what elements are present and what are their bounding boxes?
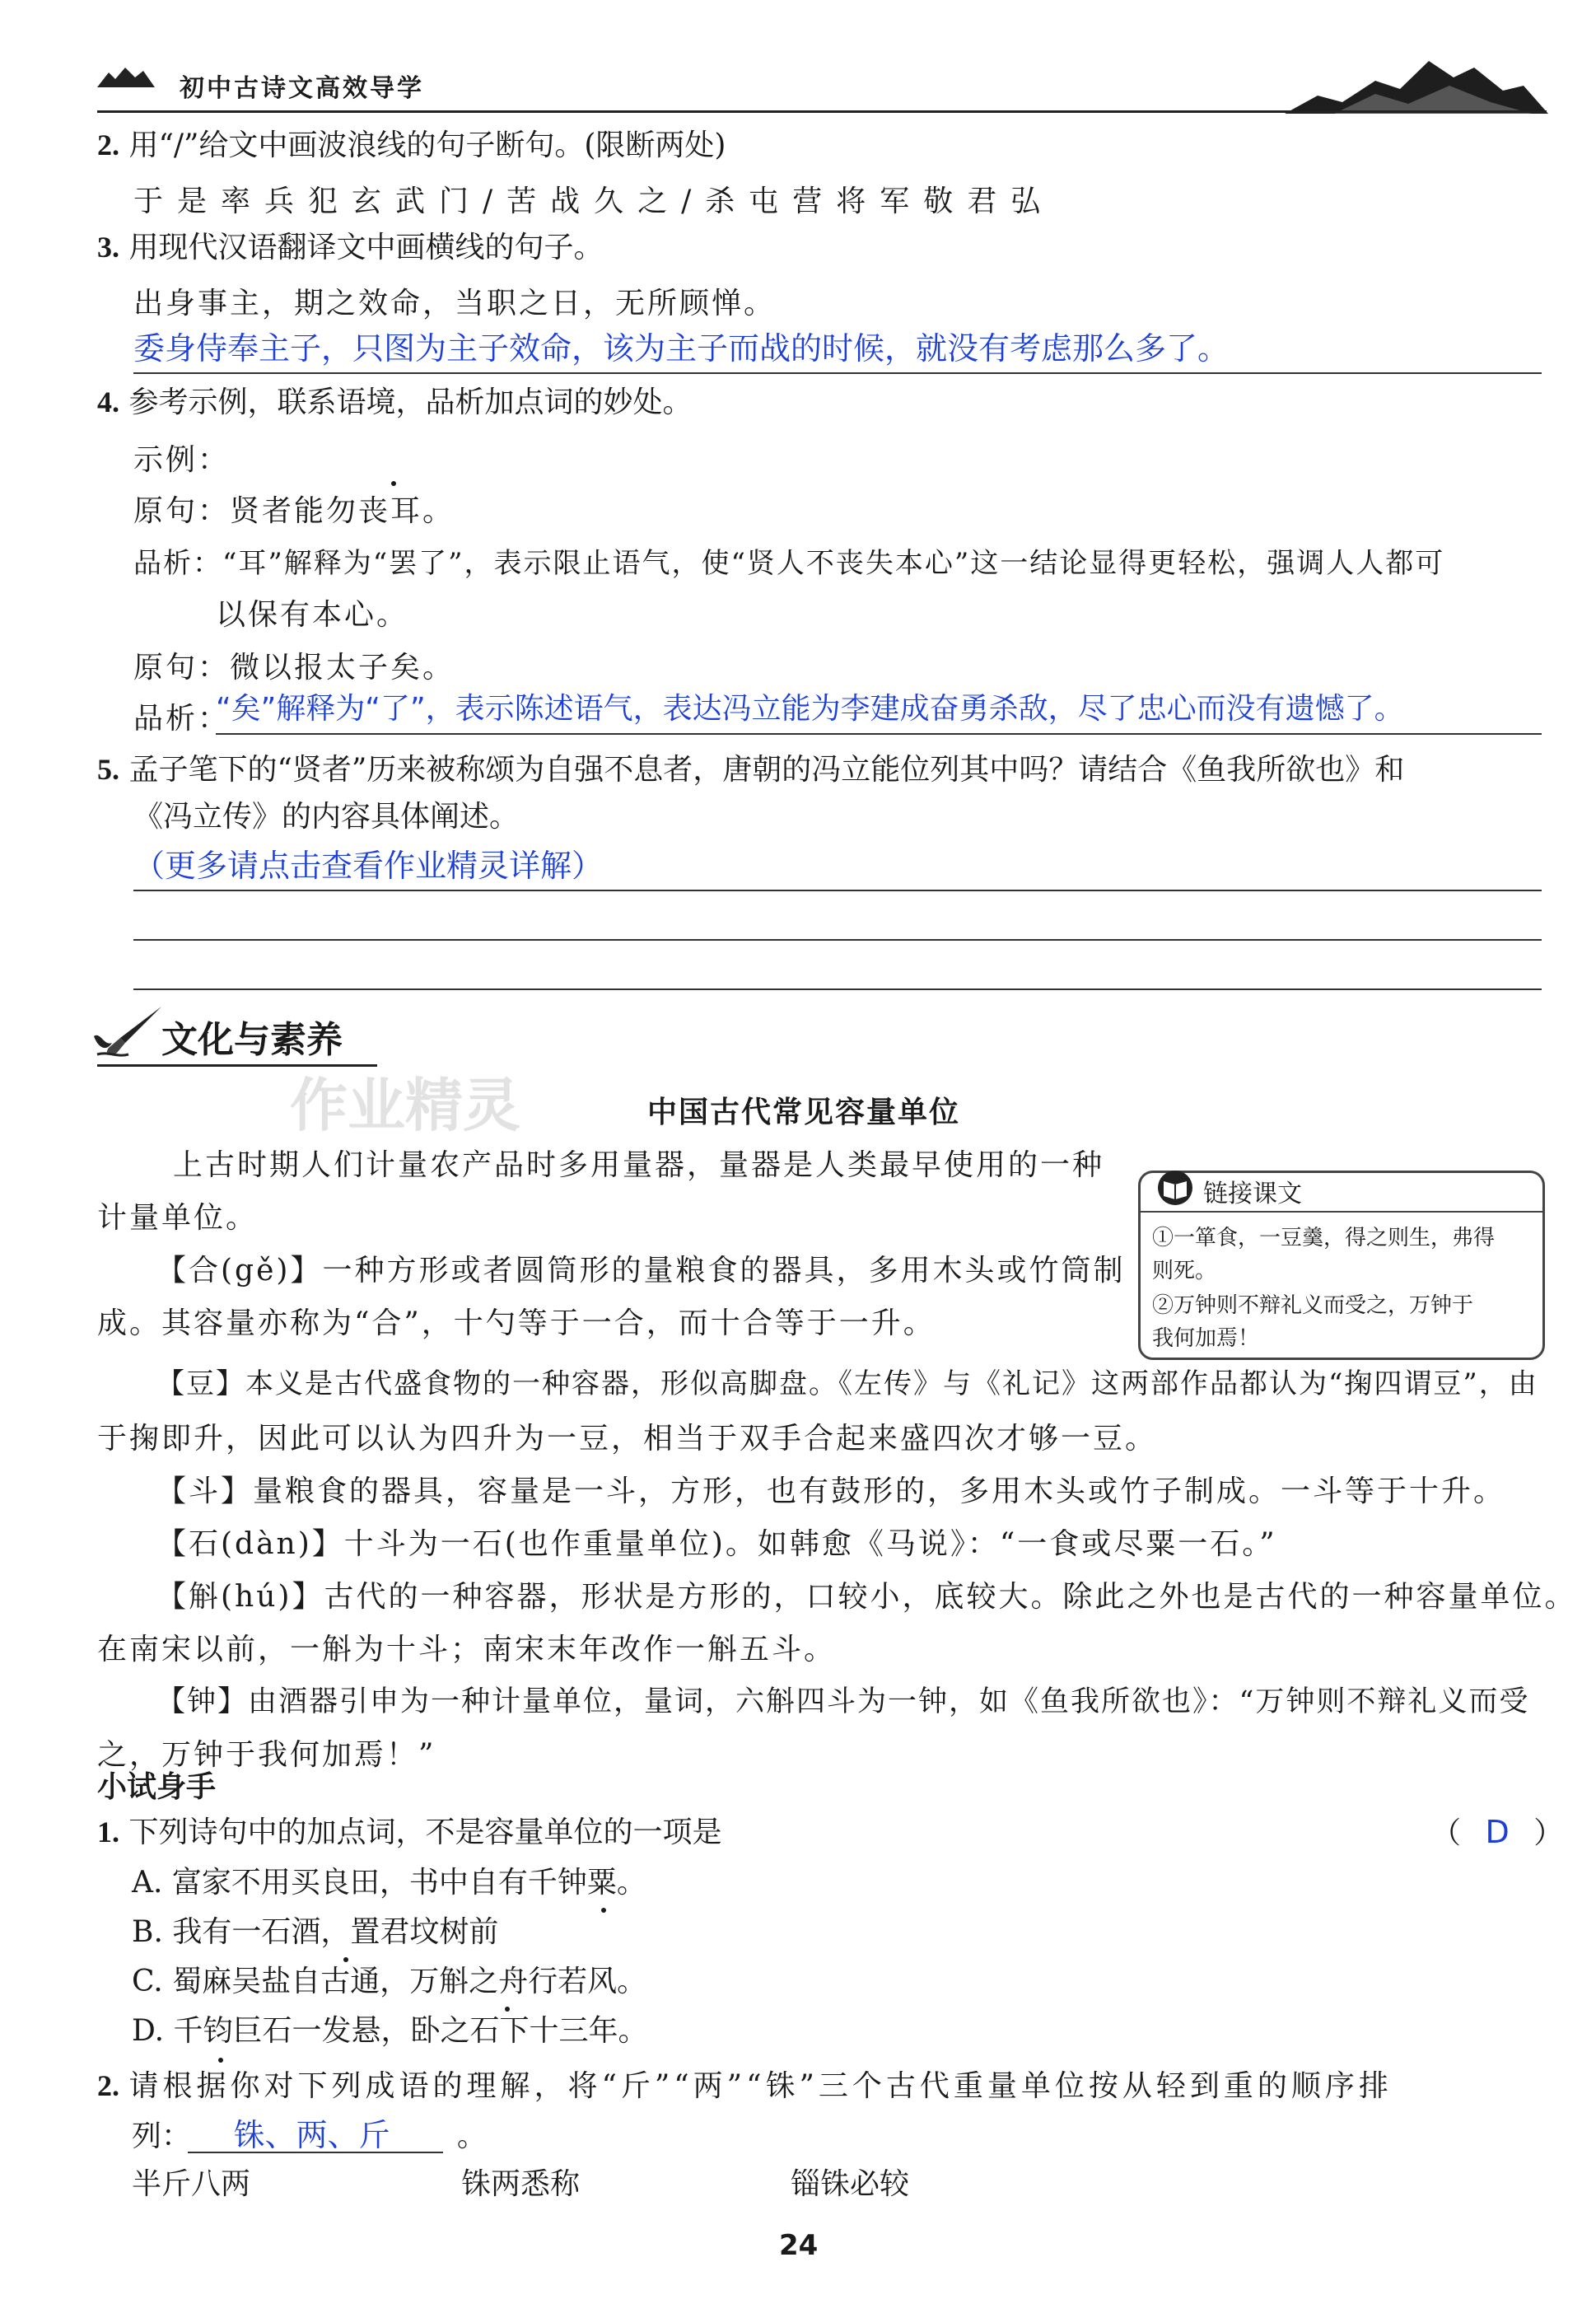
- bracket-close: ）: [1533, 1816, 1564, 1850]
- question-prompt: 用“/”给文中画波浪线的句子断句。(限断两处): [128, 129, 726, 162]
- page-number: 24: [779, 2229, 819, 2262]
- bracket-open: （: [1431, 1816, 1462, 1850]
- entry-shi: 【石(dàn)】十斗为一石(也作重量单位)。如韩愈《马说》：“一食或尽粟一石。”: [156, 1527, 1277, 1561]
- question-5-line-2: 《冯立传》的内容具体阐述。: [133, 800, 520, 834]
- question-prompt: 孟子笔下的“贤者”历来被称颂为自强不息者，唐朝的冯立能位列其中吗？请结合《鱼我所欲也》和: [128, 753, 1405, 787]
- answer-text: 铢、两、斤: [233, 2117, 390, 2153]
- answer-link[interactable]: （更多请点击查看作业精灵详解）: [133, 848, 604, 884]
- book-icon: [1155, 1170, 1195, 1206]
- option-d: D. 千钧巨石一发悬，卧之石下十三年。: [132, 2014, 648, 2048]
- entry-hu-line-2: 在南宋以前，一斛为十斗；南宋末年改作一斛五斗。: [97, 1633, 837, 1666]
- answer-line: [133, 372, 1542, 374]
- sentence-end: 。: [456, 2119, 487, 2153]
- practice-question-2: [97, 2066, 1393, 2106]
- question-2: [97, 125, 726, 166]
- answer-text: “矣”解释为“了”，表示陈述语气，表达冯立能为李建成奋勇杀敌，尽了忠心而没有遗憾了。: [216, 692, 1404, 726]
- answer-bracket: [1431, 1812, 1563, 1853]
- entry-zhong-line-1: 【钟】由酒器引申为一种计量单位，量词，六斛四斗为一钟，如《鱼我所欲也》：“万钟则不辩礼义而受: [156, 1685, 1530, 1718]
- answer-line: [216, 733, 1542, 735]
- answer-line: [188, 2152, 443, 2153]
- header-rule: [97, 110, 1547, 113]
- question-prompt: 用现代汉语翻译文中画横线的句子。: [128, 231, 604, 264]
- section-title: 文化与素养: [161, 1019, 343, 1061]
- original-sentence-1: 原句：贤者能勿丧耳。: [133, 494, 455, 528]
- answer-line: [133, 890, 1542, 891]
- question-number: 2.: [97, 2069, 119, 2102]
- question-prompt: 请根据你对下列成语的理解，将“斤”“两”“铢”三个古代重量单位按从轻到重的顺序排: [128, 2069, 1393, 2103]
- entry-he-line-1: 【合(gě)】一种方形或者圆筒形的量粮食的器具，多用木头或竹筒制: [156, 1254, 1126, 1288]
- link-box-line-2: 则死。: [1152, 1259, 1217, 1283]
- emphasis-dot: [218, 2058, 223, 2063]
- idiom-1: 半斤八两: [132, 2167, 251, 2201]
- answer-text: 委身侍奉主子，只图为主子效命，该为主子而战的时候，就没有考虑那么多了。: [133, 330, 1230, 367]
- question-number: 2.: [97, 129, 119, 161]
- option-c: C. 蜀麻吴盐自古通，万斛之舟行若风。: [132, 1965, 647, 1998]
- article-title: 中国古代常见容量单位: [647, 1096, 961, 1129]
- original-sentence-2: 原句：微以报太子矣。: [133, 651, 455, 685]
- practice-question-1: [97, 1812, 721, 1853]
- example-label: 示例：: [133, 443, 231, 477]
- punctuation-sentence: 于是率兵犯玄武门/苦战久之/杀屯营将军敬君弘: [133, 185, 1055, 218]
- practice-heading: 小试身手: [97, 1770, 217, 1804]
- option-a: A. 富家不用买良田，书中自有千钟粟。: [132, 1866, 646, 1900]
- analysis-2-label: 品析：: [133, 702, 231, 736]
- entry-dou-measure: 【斗】量粮食的器具，容量是一斗，方形，也有鼓形的，多用木头或竹子制成。一斗等于十升。: [156, 1474, 1506, 1508]
- link-box-line-1: ①一箪食，一豆羹，得之则生，弗得: [1152, 1226, 1496, 1250]
- question-5-line-1: [97, 750, 1404, 790]
- link-box-title: 链接课文: [1203, 1180, 1302, 1208]
- link-text-box: [1138, 1171, 1545, 1360]
- entry-hu-line-1: 【斛(hú)】古代的一种容器，形状是方形的，口较小，底较大。除此之外也是古代的一种容量单位。: [156, 1580, 1577, 1614]
- watermark: 作业精灵: [290, 1072, 520, 1139]
- emphasis-dot: [391, 481, 396, 486]
- link-box-line-4: 我何加焉！: [1152, 1326, 1260, 1351]
- answer-line: [133, 988, 1542, 990]
- question-4: [97, 382, 692, 423]
- analysis-1-line-1: 品析：“耳”解释为“罢了”，表示限止语气，使“贤人不丧失本心”这一结论显得更轻松，强调人人都可: [133, 547, 1445, 580]
- answer-choice: D: [1485, 1814, 1510, 1850]
- mountain-small-icon: [97, 64, 155, 89]
- emphasis-dot: [601, 1908, 606, 1913]
- article-intro-line-2: 计量单位。: [97, 1201, 259, 1235]
- question-prompt: 参考示例，联系语境，品析加点词的妙处。: [128, 386, 693, 419]
- question-number: 3.: [97, 231, 119, 264]
- brush-icon: [92, 1003, 166, 1061]
- book-title: 初中古诗文高效导学: [180, 74, 424, 103]
- idiom-2: 铢两悉称: [461, 2167, 581, 2201]
- entry-zhong-line-2: 之，万钟于我何加焉！”: [97, 1738, 436, 1772]
- article-intro-line-1: 上古时期人们计量农产品时多用量器，量器是人类最早使用的一种: [173, 1148, 1105, 1182]
- mountain-range-icon: [1285, 53, 1548, 115]
- idiom-3: 锱铢必较: [791, 2167, 910, 2201]
- question-number: 1.: [97, 1816, 119, 1848]
- answer-label: 列：: [132, 2119, 192, 2153]
- question-number: 5.: [97, 753, 119, 786]
- answer-line: [133, 939, 1542, 941]
- link-box-line-3: ②万钟则不辩礼义而受之，万钟于: [1152, 1293, 1474, 1318]
- link-box-divider: [1141, 1211, 1542, 1213]
- question-prompt: 下列诗句中的加点词，不是容量单位的一项是: [128, 1816, 722, 1849]
- translate-sentence: 出身事主，期之效命，当职之日，无所顾惮。: [133, 287, 777, 320]
- option-b: B. 我有一石酒，置君坟树前: [132, 1915, 499, 1949]
- practice-question-2-line-2: [132, 2115, 487, 2157]
- entry-dou-line-1: 【豆】本义是古代盛食物的一种容器，形似高脚盘。《左传》与《礼记》这两部作品都认为“掬四谓豆”，由: [156, 1367, 1538, 1400]
- analysis-1-line-2: 以保有本心。: [216, 598, 409, 632]
- entry-dou-line-2: 于掬即升，因此可以认为四升为一豆，相当于双手合起来盛四次才够一豆。: [97, 1422, 1158, 1456]
- question-3: [97, 227, 603, 268]
- entry-he-line-2: 成。其容量亦称为“合”，十勺等于一合，而十合等于一升。: [97, 1306, 936, 1340]
- question-number: 4.: [97, 386, 119, 418]
